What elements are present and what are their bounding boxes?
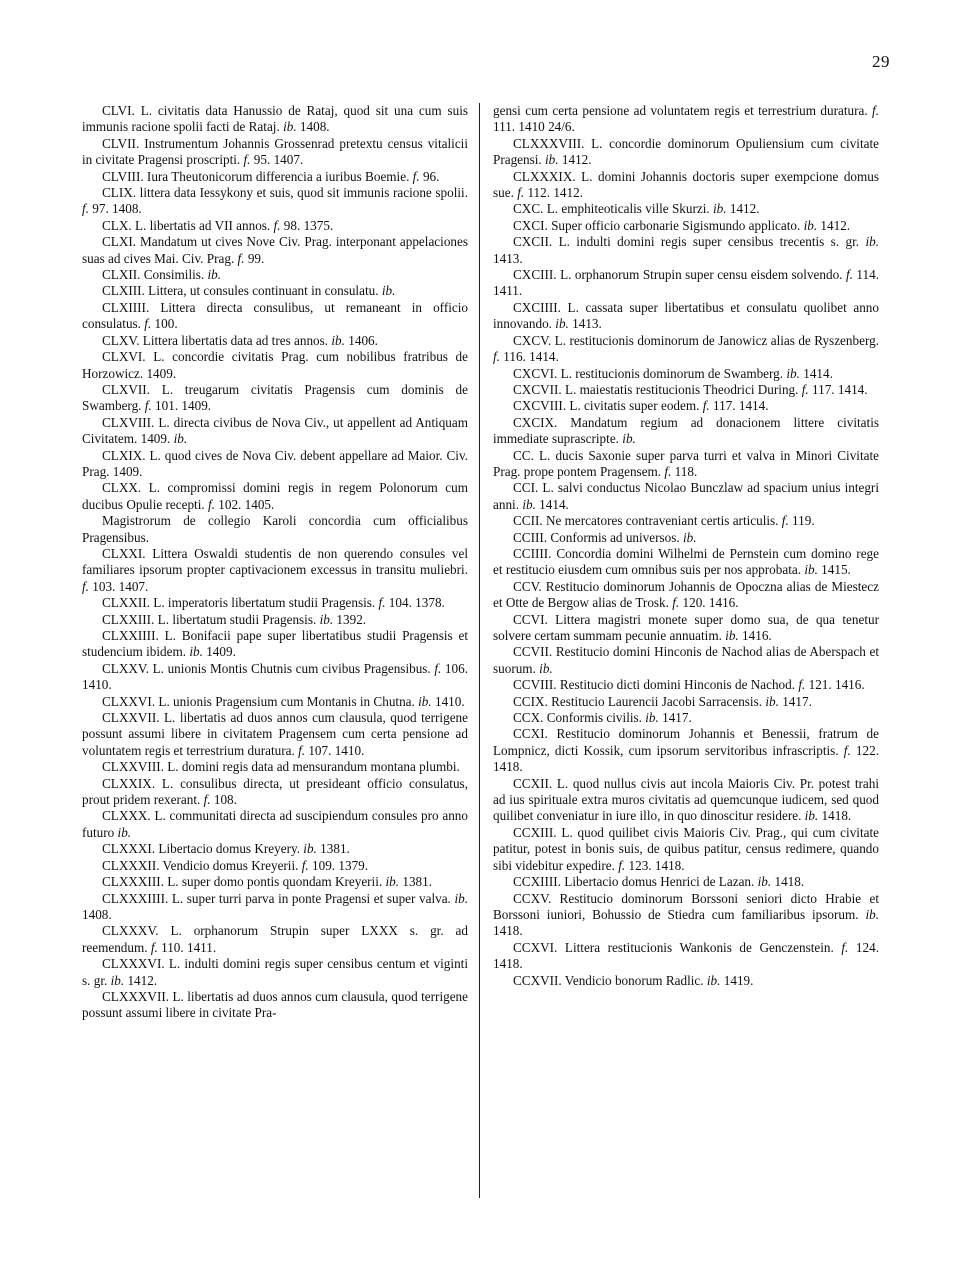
register-entry: CLXXVIII. L. domini regis data ad mensurandum montana plumbi. <box>102 759 460 775</box>
register-entry: CLXXXV. L. orphanorum Strupin super LXXX s. gr. ad reemendum. f. 110. 1411. <box>82 923 468 955</box>
register-entry: CXCVII. L. maiestatis restitucionis Theodrici During. f. 117. 1414. <box>513 381 868 397</box>
register-entry: CCXVII. Vendicio bonorum Radlic. ib. 1419. <box>513 972 754 988</box>
register-entry: CLXX. L. compromissi domini regis in regem Polonorum cum ducibus Opulie recepti. f. 102. 1405. <box>82 480 468 512</box>
register-entry: CLX. L. libertatis ad VII annos. f. 98. 1375. <box>102 217 334 233</box>
register-entry: CCVI. Littera magistri monete super domo sua, de qua tenetur solvere certam summam pecunie annuatim. ib. 1416. <box>493 611 879 643</box>
register-entry: CLXVI. L. concordie civitatis Prag. cum nobilibus fratribus de Horzowicz. 1409. <box>82 349 468 381</box>
register-entry: CC. L. ducis Saxonie super parva turri et valva in Minori Civitate Prag. prope pontem Pragensem. f. 118. <box>493 447 879 479</box>
register-entry: CLVI. L. civitatis data Hanussio de Rataj, quod sit una cum suis immunis racione spolii facti de Rataj. ib. 1408. <box>82 103 468 135</box>
register-entry: CLXXVI. L. unionis Pragensium cum Montanis in Chutna. ib. 1410. <box>102 693 465 709</box>
register-entry: CLXXIIII. L. Bonifacii pape super libertatibus studii Pragensis et studencium ibidem. ib. 1409. <box>82 628 468 660</box>
register-entry: CLXXIX. L. consulibus directa, ut presideant officio consulatus, prout pridem rexerant. f. 108. <box>82 775 468 808</box>
register-entry: CXCI. Super officio carbonarie Sigismundo applicato. ib. 1412. <box>513 217 851 233</box>
register-entry-continued: gensi cum certa pensione ad voluntatem regis et terrestrium duratura. f. 111. 1410 24/6. <box>493 103 879 135</box>
register-entry: CLXXX. L. communitati directa ad suscipiendum consules pro anno futuro ib. <box>82 808 468 840</box>
register-entry: CLXIX. L. quod cives de Nova Civ. debent appellare ad Maior. Civ. Prag. 1409. <box>82 447 468 479</box>
register-entry: CLXXV. L. unionis Montis Chutnis cum civibus Pragensibus. f. 106. 1410. <box>82 660 469 693</box>
register-entry: CLXXXIII. L. super domo pontis quondam Kreyerii. ib. 1381. <box>102 874 433 890</box>
page-number: 29 <box>872 52 890 71</box>
register-entry: CCXII. L. quod nullus civis aut incola Maioris Civ. Pr. potest trahi ad ius spirituale extra muros civitatis ad quemcunque iudicem, sed quod quilibet conveniatur in iure illo, in quo dinoscitur residere. ib. 1418. <box>493 775 879 824</box>
register-entry: CCX. Conformis civilis. ib. 1417. <box>513 710 692 726</box>
register-entry: CXCVI. L. restitucionis dominorum de Swamberg. ib. 1414. <box>513 365 833 381</box>
register-entry: CLVIII. Iura Theutonicorum differencia a iuribus Boemie. f. 96. <box>102 168 440 184</box>
register-entry: CLXXXIX. L. domini Johannis doctoris super exempcione domus sue. f. 112. 1412. <box>493 168 879 201</box>
register-entry: CLIX. littera data Iessykony et suis, quod sit immunis racione spolii. f. 97. 1408. <box>82 185 468 217</box>
register-entry: CCIIII. Concordia domini Wilhelmi de Pernstein cum domino rege et restitucio eiusdem cum omnibus suis per nos approbata. ib. 1415. <box>493 545 879 578</box>
register-entry: CLXXXIIII. L. super turri parva in ponte Pragensi et super valva. ib. 1408. <box>82 890 468 922</box>
register-entry: CCXIIII. Libertacio domus Henrici de Lazan. ib. 1418. <box>513 874 805 890</box>
register-entry: CLXVII. L. treugarum civitatis Pragensis cum dominis de Swamberg. f. 101. 1409. <box>82 381 468 414</box>
register-entry: CXCIX. Mandatum regium ad donacionem littere civitatis immediate suprascripte. ib. <box>493 414 879 447</box>
register-entry: CLXXXVII. L. libertatis ad duos annos cum clausula, quod terrigene possunt assumi libere in civitate Pra- <box>82 988 468 1021</box>
register-entry: CCII. Ne mercatores contraveniant certis articulis. f. 119. <box>513 513 815 529</box>
register-entry: CCIII. Conformis ad universos. ib. <box>513 529 697 545</box>
register-entry: CLXXII. L. imperatoris libertatum studii Pragensis. f. 104. 1378. <box>102 595 445 611</box>
register-entry: CLXXIII. L. libertatum studii Pragensis. ib. 1392. <box>102 611 367 627</box>
register-entry: CLXXI. Littera Oswaldi studentis de non querendo consules vel familiares ipsorum propter captivacionem excessus in transitu muliebri. f. 103. 1407. <box>82 545 468 594</box>
register-entry: CXCIII. L. orphanorum Strupin super censu eisdem solvendo. f. 114. 1411. <box>493 267 879 299</box>
register-entry: CCXIII. L. quod quilibet civis Maioris Civ. Prag., qui cum civitate patitur, potest in bonis suis, de quibus patitur, census redimere, quando sibi videbitur expedire. f. 123. 1418. <box>493 824 879 873</box>
register-entry: CCVIII. Restitucio dicti domini Hinconis de Nachod. f. 121. 1416. <box>513 677 865 693</box>
register-entry: CLXXXII. Vendicio domus Kreyerii. f. 109. 1379. <box>102 857 369 873</box>
register-entry: CXCIIII. L. cassata super libertatibus et consulatu quolibet anno innovando. ib. 1413. <box>493 299 879 332</box>
register-entry: CLXXVII. L. libertatis ad duos annos cum clausula, quod terrigene possunt assumi libere in civitatem Pragensem cum certa pensione ad voluntatem regis et terrestrium duratura. f. 107. 1410. <box>82 710 468 758</box>
register-entry: CLVII. Instrumentum Johannis Grossenrad pretextu census vitalicii in civitate Pragensi proscripti. f. 95. 1407. <box>82 135 468 168</box>
register-entry: CXC. L. emphiteoticalis ville Skurzi. ib. 1412. <box>513 201 760 217</box>
register-entry: CCVII. Restitucio domini Hinconis de Nachod alias de Aberspach et suorum. ib. <box>493 644 879 676</box>
right-column <box>493 103 879 989</box>
register-entry: CCIX. Restitucio Laurencii Jacobi Sarracensis. ib. 1417. <box>513 693 812 709</box>
register-entry: CXCVIII. L. civitatis super eodem. f. 117. 1414. <box>513 398 769 414</box>
register-entry: CCXI. Restitucio dominorum Johannis et Benessii, fratrum de Lompnicz, dicti Kossik, cum ipsorum servitoribus infrascriptis. f. 122. 1418. <box>493 726 880 775</box>
section-heading: Magistrorum de collegio Karoli concordia cum officialibus Pragensibus. <box>82 513 468 545</box>
register-entry: CLXIIII. Littera directa consulibus, ut remaneant in officio consulatus. f. 100. <box>82 299 468 332</box>
register-entry: CLXXXVI. L. indulti domini regis super censibus centum et viginti s. gr. ib. 1412. <box>82 956 468 988</box>
register-entry: CXCV. L. restitucionis dominorum de Janowicz alias de Ryszenberg. f. 116. 1414. <box>493 332 879 365</box>
register-entry: CCXV. Restitucio dominorum Borssoni seniori dicto Hrabie et Borssoni iuniori, Bohussio de Stiedra cum familiaribus ipsorum. ib. 1418. <box>493 890 879 939</box>
register-entry: CLXIII. Littera, ut consules continuant in consulatu. ib. <box>102 283 396 299</box>
register-entry: CLXI. Mandatum ut cives Nove Civ. Prag. interponant appelaciones suas ad cives Mai. Civ. Prag. f. 99. <box>82 234 468 266</box>
register-entry: CLXXXI. Libertacio domus Kreyery. ib. 1381. <box>102 841 350 857</box>
register-entry: CCI. L. salvi conductus Nicolao Bunczlaw ad spacium unius integri anni. ib. 1414. <box>493 480 879 512</box>
register-entry: CCXVI. Littera restitucionis Wankonis de Genczenstein. f. 124. 1418. <box>493 939 880 972</box>
register-entry: CLXII. Consimilis. ib. <box>102 267 222 283</box>
column-divider <box>479 103 480 1198</box>
register-entry: CXCII. L. indulti domini regis super censibus trecentis s. gr. ib. 1413. <box>493 234 879 266</box>
left-column <box>82 103 468 1022</box>
register-entry: CCV. Restitucio dominorum Johannis de Opoczna alias de Miestecz et Otte de Bergow alias de Trosk. f. 120. 1416. <box>493 578 879 611</box>
register-entry: CLXV. Littera libertatis data ad tres annos. ib. 1406. <box>102 332 378 348</box>
register-entry: CLXVIII. L. directa civibus de Nova Civ., ut appellent ad Antiquam Civitatem. 1409. ib. <box>82 414 468 447</box>
register-entry: CLXXXVIII. L. concordie dominorum Opuliensium cum civitate Pragensi. ib. 1412. <box>493 135 879 168</box>
